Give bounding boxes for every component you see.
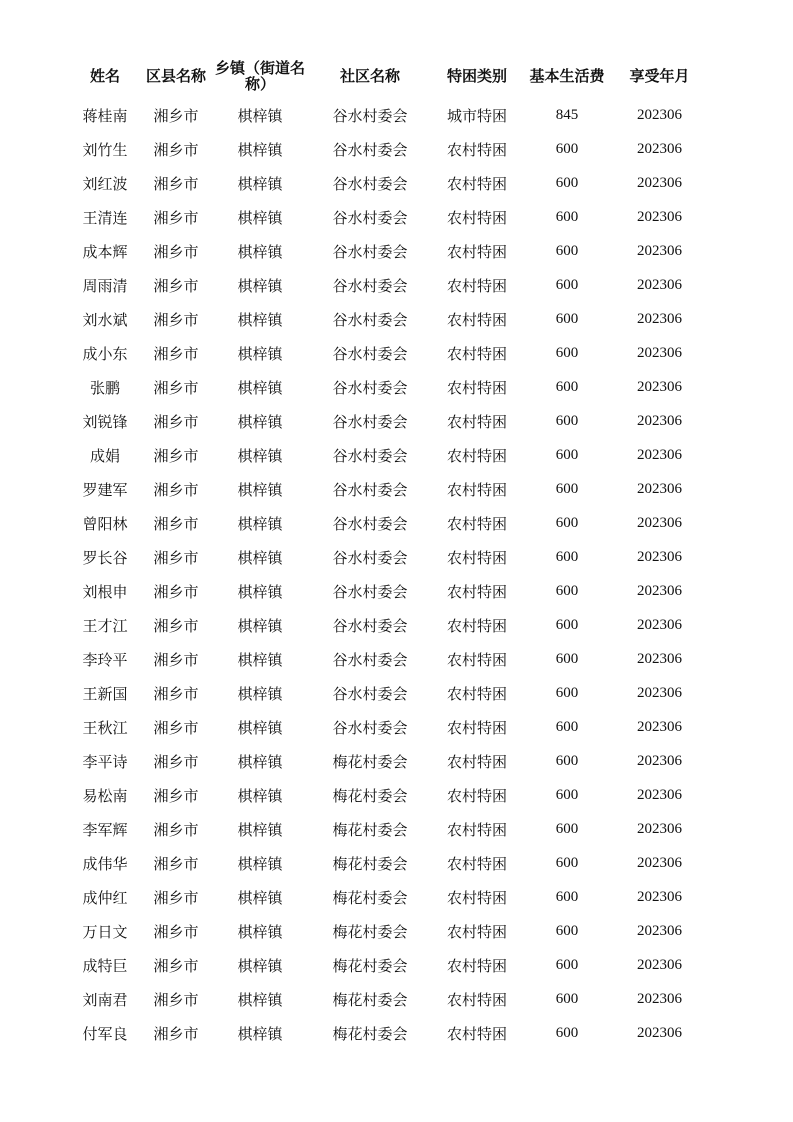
name-cell: 王才江 bbox=[82, 616, 128, 635]
table-row bbox=[70, 404, 707, 438]
community-cell: 谷水村委会 bbox=[332, 480, 408, 499]
community-cell: 谷水村委会 bbox=[332, 106, 408, 125]
town-cell: 棋梓镇 bbox=[237, 208, 283, 227]
name-cell: 李玲平 bbox=[82, 650, 128, 669]
county-cell: 湘乡市 bbox=[153, 106, 199, 125]
town-cell: 棋梓镇 bbox=[237, 752, 283, 771]
living-allowance-cell: 600 bbox=[555, 616, 579, 633]
table-row bbox=[70, 642, 707, 676]
start-month-cell: 202306 bbox=[637, 480, 682, 497]
community-cell: 梅花村委会 bbox=[332, 922, 408, 941]
community-cell: 谷水村委会 bbox=[332, 310, 408, 329]
county-cell: 湘乡市 bbox=[153, 344, 199, 363]
start-month-cell: 202306 bbox=[637, 310, 682, 327]
town-cell: 棋梓镇 bbox=[237, 684, 283, 703]
town-cell: 棋梓镇 bbox=[237, 956, 283, 975]
community-cell: 梅花村委会 bbox=[332, 820, 408, 839]
town-cell: 棋梓镇 bbox=[237, 174, 283, 193]
community-cell: 谷水村委会 bbox=[332, 616, 408, 635]
table-row bbox=[70, 676, 707, 710]
relief-type-cell: 农村特困 bbox=[446, 548, 507, 567]
table-row bbox=[70, 336, 707, 370]
header-name: 姓名 bbox=[89, 67, 120, 85]
relief-type-cell: 农村特困 bbox=[446, 1024, 507, 1043]
town-cell: 棋梓镇 bbox=[237, 582, 283, 601]
town-cell: 棋梓镇 bbox=[237, 888, 283, 907]
header-row bbox=[70, 54, 707, 98]
county-cell: 湘乡市 bbox=[153, 446, 199, 465]
living-allowance-cell: 600 bbox=[555, 888, 579, 905]
name-cell: 成本辉 bbox=[82, 242, 128, 261]
town-cell: 棋梓镇 bbox=[237, 786, 283, 805]
table-row bbox=[70, 302, 707, 336]
start-month-cell: 202306 bbox=[637, 1024, 682, 1041]
name-cell: 罗长谷 bbox=[82, 548, 128, 567]
start-month-cell: 202306 bbox=[637, 650, 682, 667]
start-month-cell: 202306 bbox=[637, 344, 682, 361]
name-cell: 王秋江 bbox=[82, 718, 128, 737]
table-row bbox=[70, 370, 707, 404]
table-row bbox=[70, 98, 707, 132]
living-allowance-cell: 600 bbox=[555, 412, 579, 429]
town-cell: 棋梓镇 bbox=[237, 310, 283, 329]
county-cell: 湘乡市 bbox=[153, 650, 199, 669]
header-living-allowance: 基本生活费 bbox=[529, 67, 605, 85]
table-row bbox=[70, 200, 707, 234]
start-month-cell: 202306 bbox=[637, 514, 682, 531]
name-cell: 成仲红 bbox=[82, 888, 128, 907]
table-row bbox=[70, 1016, 707, 1050]
living-allowance-cell: 600 bbox=[555, 854, 579, 871]
county-cell: 湘乡市 bbox=[153, 480, 199, 499]
town-cell: 棋梓镇 bbox=[237, 718, 283, 737]
relief-type-cell: 农村特困 bbox=[446, 480, 507, 499]
town-cell: 棋梓镇 bbox=[237, 344, 283, 363]
relief-type-cell: 农村特困 bbox=[446, 140, 507, 159]
table-row bbox=[70, 574, 707, 608]
start-month-cell: 202306 bbox=[637, 140, 682, 157]
relief-type-cell: 农村特困 bbox=[446, 208, 507, 227]
community-cell: 谷水村委会 bbox=[332, 140, 408, 159]
living-allowance-cell: 600 bbox=[555, 990, 579, 1007]
community-cell: 谷水村委会 bbox=[332, 650, 408, 669]
relief-type-cell: 农村特困 bbox=[446, 820, 507, 839]
name-cell: 万日文 bbox=[82, 922, 128, 941]
county-cell: 湘乡市 bbox=[153, 684, 199, 703]
table-row bbox=[70, 880, 707, 914]
county-cell: 湘乡市 bbox=[153, 412, 199, 431]
town-cell: 棋梓镇 bbox=[237, 990, 283, 1009]
living-allowance-cell: 600 bbox=[555, 378, 579, 395]
town-cell: 棋梓镇 bbox=[237, 106, 283, 125]
name-cell: 周雨清 bbox=[82, 276, 128, 295]
town-cell: 棋梓镇 bbox=[237, 412, 283, 431]
town-cell: 棋梓镇 bbox=[237, 242, 283, 261]
table-row bbox=[70, 948, 707, 982]
community-cell: 梅花村委会 bbox=[332, 786, 408, 805]
relief-type-cell: 农村特困 bbox=[446, 378, 507, 397]
name-cell: 成小东 bbox=[82, 344, 128, 363]
county-cell: 湘乡市 bbox=[153, 922, 199, 941]
start-month-cell: 202306 bbox=[637, 718, 682, 735]
table-row bbox=[70, 540, 707, 574]
living-allowance-cell: 845 bbox=[555, 106, 579, 123]
name-cell: 成伟华 bbox=[82, 854, 128, 873]
relief-type-cell: 农村特困 bbox=[446, 446, 507, 465]
community-cell: 谷水村委会 bbox=[332, 582, 408, 601]
living-allowance-cell: 600 bbox=[555, 344, 579, 361]
name-cell: 付军良 bbox=[82, 1024, 128, 1043]
town-cell: 棋梓镇 bbox=[237, 922, 283, 941]
county-cell: 湘乡市 bbox=[153, 990, 199, 1009]
community-cell: 梅花村委会 bbox=[332, 854, 408, 873]
living-allowance-cell: 600 bbox=[555, 752, 579, 769]
header-start-month: 享受年月 bbox=[629, 67, 690, 85]
table-row bbox=[70, 914, 707, 948]
community-cell: 梅花村委会 bbox=[332, 990, 408, 1009]
county-cell: 湘乡市 bbox=[153, 140, 199, 159]
county-cell: 湘乡市 bbox=[153, 718, 199, 737]
county-cell: 湘乡市 bbox=[153, 820, 199, 839]
living-allowance-cell: 600 bbox=[555, 650, 579, 667]
start-month-cell: 202306 bbox=[637, 990, 682, 1007]
county-cell: 湘乡市 bbox=[153, 582, 199, 601]
community-cell: 谷水村委会 bbox=[332, 276, 408, 295]
living-allowance-cell: 600 bbox=[555, 786, 579, 803]
name-cell: 王清连 bbox=[82, 208, 128, 227]
name-cell: 曾阳林 bbox=[82, 514, 128, 533]
relief-type-cell: 农村特困 bbox=[446, 718, 507, 737]
header-county: 区县名称 bbox=[145, 67, 206, 85]
start-month-cell: 202306 bbox=[637, 786, 682, 803]
start-month-cell: 202306 bbox=[637, 582, 682, 599]
name-cell: 刘锐锋 bbox=[82, 412, 128, 431]
start-month-cell: 202306 bbox=[637, 922, 682, 939]
start-month-cell: 202306 bbox=[637, 276, 682, 293]
living-allowance-cell: 600 bbox=[555, 140, 579, 157]
county-cell: 湘乡市 bbox=[153, 310, 199, 329]
county-cell: 湘乡市 bbox=[153, 174, 199, 193]
county-cell: 湘乡市 bbox=[153, 616, 199, 635]
town-cell: 棋梓镇 bbox=[237, 480, 283, 499]
living-allowance-cell: 600 bbox=[555, 956, 579, 973]
relief-type-cell: 农村特困 bbox=[446, 752, 507, 771]
community-cell: 谷水村委会 bbox=[332, 718, 408, 737]
relief-type-cell: 农村特困 bbox=[446, 684, 507, 703]
start-month-cell: 202306 bbox=[637, 956, 682, 973]
living-allowance-cell: 600 bbox=[555, 242, 579, 259]
start-month-cell: 202306 bbox=[637, 548, 682, 565]
county-cell: 湘乡市 bbox=[153, 378, 199, 397]
town-cell: 棋梓镇 bbox=[237, 616, 283, 635]
county-cell: 湘乡市 bbox=[153, 548, 199, 567]
community-cell: 谷水村委会 bbox=[332, 344, 408, 363]
name-cell: 刘红波 bbox=[82, 174, 128, 193]
start-month-cell: 202306 bbox=[637, 446, 682, 463]
table-row bbox=[70, 608, 707, 642]
start-month-cell: 202306 bbox=[637, 854, 682, 871]
county-cell: 湘乡市 bbox=[153, 956, 199, 975]
county-cell: 湘乡市 bbox=[153, 786, 199, 805]
county-cell: 湘乡市 bbox=[153, 854, 199, 873]
community-cell: 谷水村委会 bbox=[332, 208, 408, 227]
table-row bbox=[70, 268, 707, 302]
relief-type-cell: 农村特困 bbox=[446, 412, 507, 431]
name-cell: 罗建军 bbox=[82, 480, 128, 499]
living-allowance-cell: 600 bbox=[555, 310, 579, 327]
name-cell: 王新国 bbox=[82, 684, 128, 703]
start-month-cell: 202306 bbox=[637, 752, 682, 769]
table-row bbox=[70, 166, 707, 200]
header-relief-type: 特困类别 bbox=[446, 67, 507, 85]
name-cell: 李平诗 bbox=[82, 752, 128, 771]
relief-type-cell: 农村特困 bbox=[446, 956, 507, 975]
community-cell: 梅花村委会 bbox=[332, 752, 408, 771]
town-cell: 棋梓镇 bbox=[237, 650, 283, 669]
table-row bbox=[70, 778, 707, 812]
town-cell: 棋梓镇 bbox=[237, 1024, 283, 1043]
start-month-cell: 202306 bbox=[637, 106, 682, 123]
table-row bbox=[70, 472, 707, 506]
header-town: 乡镇（街道名称） bbox=[214, 59, 305, 93]
relief-type-cell: 农村特困 bbox=[446, 582, 507, 601]
table-row bbox=[70, 234, 707, 268]
community-cell: 梅花村委会 bbox=[332, 1024, 408, 1043]
living-allowance-cell: 600 bbox=[555, 480, 579, 497]
town-cell: 棋梓镇 bbox=[237, 276, 283, 295]
living-allowance-cell: 600 bbox=[555, 514, 579, 531]
relief-type-cell: 农村特困 bbox=[446, 990, 507, 1009]
relief-type-cell: 农村特困 bbox=[446, 174, 507, 193]
living-allowance-cell: 600 bbox=[555, 208, 579, 225]
start-month-cell: 202306 bbox=[637, 684, 682, 701]
relief-type-cell: 农村特困 bbox=[446, 922, 507, 941]
living-allowance-cell: 600 bbox=[555, 922, 579, 939]
living-allowance-cell: 600 bbox=[555, 820, 579, 837]
community-cell: 梅花村委会 bbox=[332, 956, 408, 975]
living-allowance-cell: 600 bbox=[555, 548, 579, 565]
community-cell: 谷水村委会 bbox=[332, 548, 408, 567]
table-row bbox=[70, 710, 707, 744]
living-allowance-cell: 600 bbox=[555, 446, 579, 463]
table-body bbox=[70, 98, 707, 1050]
county-cell: 湘乡市 bbox=[153, 752, 199, 771]
community-cell: 谷水村委会 bbox=[332, 412, 408, 431]
name-cell: 张鹏 bbox=[89, 378, 120, 397]
county-cell: 湘乡市 bbox=[153, 1024, 199, 1043]
table-row bbox=[70, 744, 707, 778]
start-month-cell: 202306 bbox=[637, 242, 682, 259]
table-row bbox=[70, 812, 707, 846]
name-cell: 李军辉 bbox=[82, 820, 128, 839]
town-cell: 棋梓镇 bbox=[237, 548, 283, 567]
relief-type-cell: 农村特困 bbox=[446, 854, 507, 873]
name-cell: 刘水斌 bbox=[82, 310, 128, 329]
header-community: 社区名称 bbox=[339, 67, 400, 85]
living-allowance-cell: 600 bbox=[555, 174, 579, 191]
table-row bbox=[70, 846, 707, 880]
name-cell: 刘竹生 bbox=[82, 140, 128, 159]
name-cell: 蒋桂南 bbox=[82, 106, 128, 125]
living-allowance-cell: 600 bbox=[555, 684, 579, 701]
start-month-cell: 202306 bbox=[637, 412, 682, 429]
town-cell: 棋梓镇 bbox=[237, 854, 283, 873]
name-cell: 成娟 bbox=[89, 446, 120, 465]
name-cell: 刘根申 bbox=[82, 582, 128, 601]
start-month-cell: 202306 bbox=[637, 820, 682, 837]
community-cell: 谷水村委会 bbox=[332, 684, 408, 703]
start-month-cell: 202306 bbox=[637, 378, 682, 395]
town-cell: 棋梓镇 bbox=[237, 446, 283, 465]
relief-type-cell: 城市特困 bbox=[446, 106, 507, 125]
town-cell: 棋梓镇 bbox=[237, 378, 283, 397]
relief-type-cell: 农村特困 bbox=[446, 344, 507, 363]
community-cell: 谷水村委会 bbox=[332, 514, 408, 533]
relief-roster-table bbox=[70, 54, 707, 1050]
relief-type-cell: 农村特困 bbox=[446, 616, 507, 635]
town-cell: 棋梓镇 bbox=[237, 140, 283, 159]
relief-type-cell: 农村特困 bbox=[446, 888, 507, 907]
name-cell: 刘南君 bbox=[82, 990, 128, 1009]
start-month-cell: 202306 bbox=[637, 174, 682, 191]
town-cell: 棋梓镇 bbox=[237, 820, 283, 839]
table-row bbox=[70, 438, 707, 472]
start-month-cell: 202306 bbox=[637, 888, 682, 905]
start-month-cell: 202306 bbox=[637, 616, 682, 633]
community-cell: 谷水村委会 bbox=[332, 242, 408, 261]
table-row bbox=[70, 982, 707, 1016]
county-cell: 湘乡市 bbox=[153, 888, 199, 907]
table-row bbox=[70, 132, 707, 166]
community-cell: 谷水村委会 bbox=[332, 174, 408, 193]
relief-type-cell: 农村特困 bbox=[446, 310, 507, 329]
community-cell: 谷水村委会 bbox=[332, 378, 408, 397]
community-cell: 谷水村委会 bbox=[332, 446, 408, 465]
living-allowance-cell: 600 bbox=[555, 276, 579, 293]
relief-type-cell: 农村特困 bbox=[446, 786, 507, 805]
living-allowance-cell: 600 bbox=[555, 718, 579, 735]
table-header bbox=[70, 54, 707, 98]
relief-type-cell: 农村特困 bbox=[446, 242, 507, 261]
relief-type-cell: 农村特困 bbox=[446, 276, 507, 295]
start-month-cell: 202306 bbox=[637, 208, 682, 225]
community-cell: 梅花村委会 bbox=[332, 888, 408, 907]
county-cell: 湘乡市 bbox=[153, 208, 199, 227]
county-cell: 湘乡市 bbox=[153, 514, 199, 533]
table-row bbox=[70, 506, 707, 540]
county-cell: 湘乡市 bbox=[153, 242, 199, 261]
town-cell: 棋梓镇 bbox=[237, 514, 283, 533]
relief-type-cell: 农村特困 bbox=[446, 514, 507, 533]
relief-type-cell: 农村特困 bbox=[446, 650, 507, 669]
county-cell: 湘乡市 bbox=[153, 276, 199, 295]
name-cell: 成特巨 bbox=[82, 956, 128, 975]
name-cell: 易松南 bbox=[82, 786, 128, 805]
living-allowance-cell: 600 bbox=[555, 1024, 579, 1041]
living-allowance-cell: 600 bbox=[555, 582, 579, 599]
